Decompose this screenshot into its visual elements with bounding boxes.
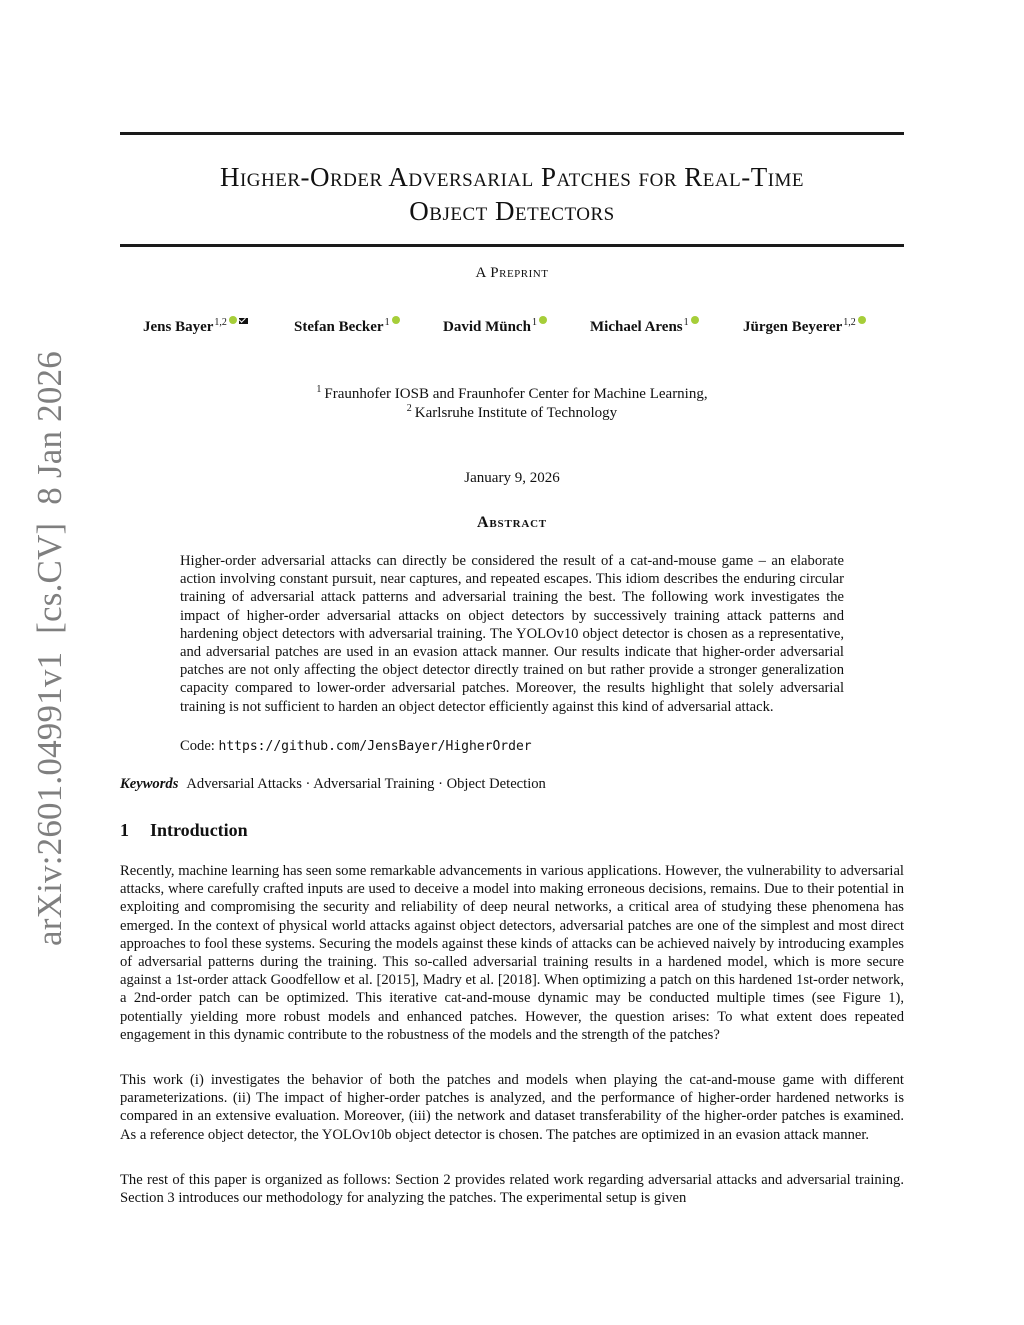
keywords	[120, 776, 546, 793]
section-heading-introduction	[120, 820, 248, 841]
affiliation-1	[120, 384, 904, 403]
keywords-text: Adversarial Attacks · Adversarial Training · Object Detection	[186, 776, 546, 792]
code-label: Code:	[180, 738, 215, 754]
author-affiliation-marker: 1	[683, 317, 689, 328]
intro-paragraph-1: Recently, machine learning has seen some remarkable advancements in various applications. However, the vulnerability to adversarial attacks, where carefully crafted inputs are used to deceive a model into making erroneous decisions, remains. Due to their potential in exploiting and compromising the security and reliability of deep neural networks, a critical area of studying these phenomena has emerged. In the context of physical world attacks against object detectors, adversarial patches are one of the simplest and most direct approaches to fool these systems. Securing the models against these kinds of attacks can be achieved naively by introducing examples of adversarial patterns during the training. This so-called adversarial training results in a hardened model, which is more secure against a 1st-order attack Goodfellow et al. [2015], Madry et al. [2018]. When optimizing a patch on this hardened 1st-order network, a 2nd-order patch can be optimized. This iterative cat-and-mouse dynamic may be conducted multiple times (see Figure 1), potentially yielding more robust models and enhanced patches. However, the question arises: To what extent does repeated engagement in this dynamic contribute to the robustness of the models and the strength of the patches?	[120, 863, 904, 1043]
arxiv-identifier: arXiv:2601.04991v1 [cs.CV] 8 Jan 2026	[30, 351, 69, 946]
author-name: David Münch	[443, 319, 531, 335]
intro-paragraph-2: This work (i) investigates the behavior of both the patches and models when playing the cat-and-mouse game with different parameterizations. (ii) The impact of higher-order patches is analyzed, and the performance of higher-order hardened networks is compared in an extensive evaluation. Moreover, (iii) the network and dataset transferability of the higher-order patches is examined. As a reference object detector, the YOLOv10b object detector is chosen. The patches are optimized in an evasion attack manner.	[120, 1072, 904, 1143]
email-icon[interactable]	[239, 318, 248, 324]
orcid-icon[interactable]	[858, 316, 866, 324]
author-affiliation-marker: 1,2	[214, 317, 227, 328]
author-name: Jens Bayer	[143, 319, 214, 335]
orcid-icon[interactable]	[539, 316, 547, 324]
preprint-label: A Preprint	[475, 265, 549, 281]
affiliation-marker: 2	[406, 403, 412, 414]
keywords-label: Keywords	[120, 776, 179, 792]
code-link[interactable]: https://github.com/JensBayer/HigherOrder	[218, 739, 532, 754]
author-1	[143, 316, 248, 336]
author-3	[443, 316, 547, 336]
abstract-text: Higher-order adversarial attacks can directly be considered the result of a cat-and-mouse game – an elaborate action involving constant pursuit, near captures, and repeated escapes. This idiom describes the enduring circular training of adversarial attack patterns and adversarial training the best. The following work investigates the impact of higher-order adversarial attacks on object detectors by successively training attack patterns and hardening object detectors with adversarial training. The YOLOv10 object detector is chosen as a representative, and adversarial patches are used in an evasion attack manner. Our results indicate that higher-order adversarial patches are not only affecting the object detector directly trained on but rather provide a stronger generalization capacity compared to lower-order adversarial patches. Moreover, the results highlight that solely adversarial training is not sufficient to harden an object detector efficiently against this kind of adversarial attack.	[180, 553, 844, 715]
author-list	[0, 316, 1024, 340]
author-affiliation-marker: 1	[531, 317, 537, 328]
orcid-icon[interactable]	[392, 316, 400, 324]
publication-date: January 9, 2026	[464, 470, 560, 486]
author-4	[590, 316, 699, 336]
section-number: 1	[120, 820, 129, 840]
orcid-icon[interactable]	[691, 316, 699, 324]
code-reference	[180, 738, 532, 755]
title-rule-bottom	[120, 244, 904, 247]
affiliation-2	[120, 403, 904, 422]
author-5	[743, 316, 866, 336]
affiliation-text: Karlsruhe Institute of Technology	[414, 405, 618, 421]
author-affiliation-marker: 1	[384, 317, 390, 328]
title-rule-top	[120, 132, 904, 135]
abstract-heading: Abstract	[477, 514, 547, 531]
author-name: Stefan Becker	[294, 319, 384, 335]
author-affiliation-marker: 1,2	[843, 317, 856, 328]
author-name: Jürgen Beyerer	[743, 319, 843, 335]
title-line-1: Higher-Order Adversarial Patches for Real-Time	[219, 162, 805, 192]
affiliation-text: Fraunhofer IOSB and Fraunhofer Center for Machine Learning,	[324, 386, 708, 402]
section-title: Introduction	[150, 820, 248, 840]
intro-paragraph-3: The rest of this paper is organized as follows: Section 2 provides related work regarding adversarial attacks and adversarial training. Section 3 introduces our methodology for analyzing the patches. The experimental setup is given	[120, 1172, 904, 1207]
orcid-icon[interactable]	[229, 316, 237, 324]
affiliation-marker: 1	[316, 384, 322, 395]
title-line-2: Object Detectors	[409, 196, 615, 226]
author-name: Michael Arens	[590, 319, 683, 335]
author-2	[294, 316, 400, 336]
paper-title	[120, 160, 904, 228]
